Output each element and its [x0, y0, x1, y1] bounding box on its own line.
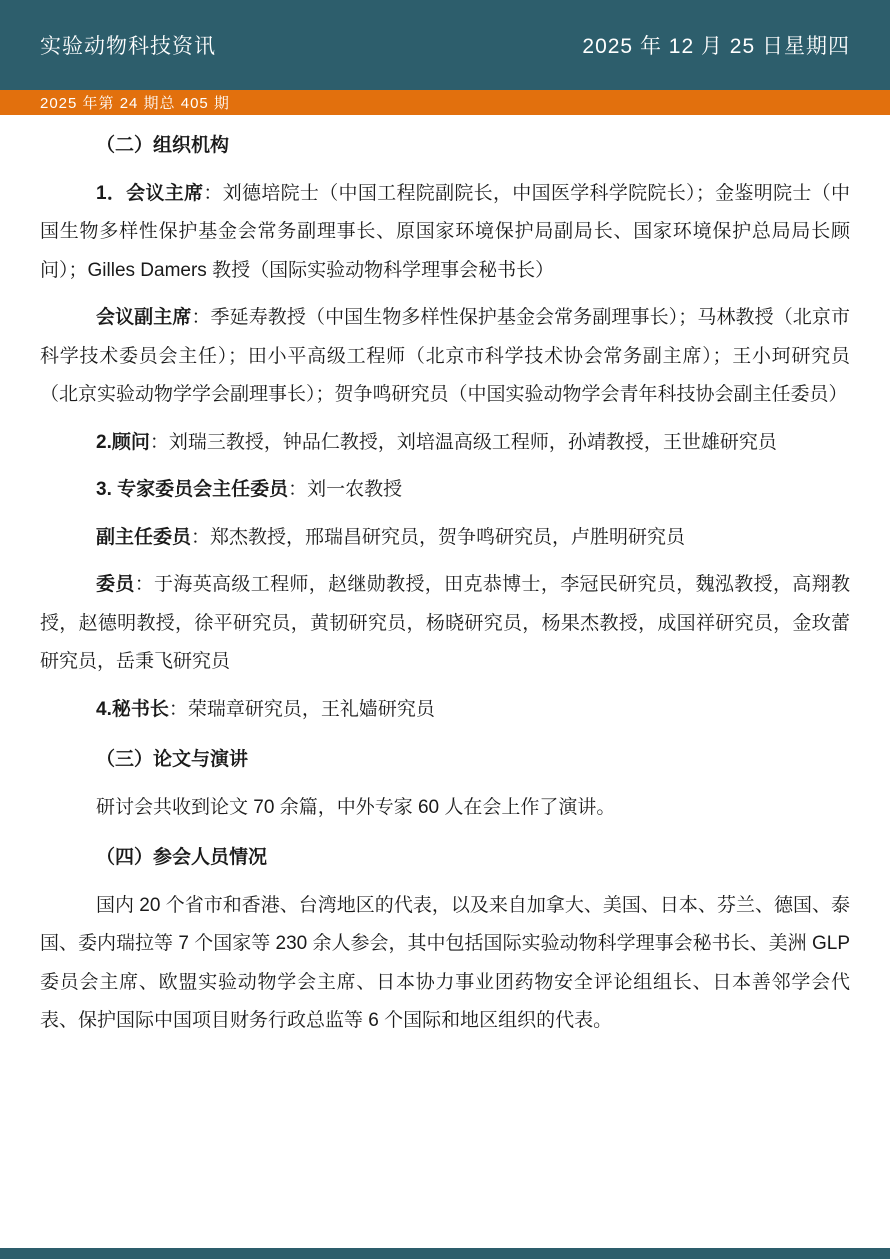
issue-bar: [0, 90, 890, 115]
paragraph-label: 委员: [96, 574, 135, 595]
paragraph-text: ：于海英高级工程师，赵继勋教授，田克恭博士，李冠民研究员，魏泓教授，高翔教授，赵德明教授，徐平研究员，黄韧研究员，杨晓研究员，杨果杰教授，成国祥研究员，金玫蕾研究员，岳秉飞研究员: [40, 574, 850, 672]
paragraph: [40, 887, 850, 1041]
paragraph: [40, 175, 850, 291]
paragraph-text: 研讨会共收到论文 70 余篇，中外专家 60 人在会上作了演讲。: [96, 796, 616, 818]
paragraph: [40, 299, 850, 415]
footer-bar: [0, 1248, 890, 1259]
paragraph-label: 会议副主席: [96, 307, 192, 328]
paragraph: [40, 424, 850, 463]
paragraph-text: （四）参会人员情况: [96, 847, 268, 868]
section-heading: [40, 839, 850, 878]
issue-number: 2025 年第 24 期总 405 期: [40, 95, 230, 112]
paragraph-label: 副主任委员: [96, 526, 192, 548]
masthead: [0, 0, 890, 90]
paragraph: [40, 789, 850, 828]
paragraph-label: 1．会议主席: [96, 182, 204, 204]
paragraph-label: 2.顾问: [96, 431, 150, 453]
document-body: [0, 127, 890, 1041]
paragraph: [40, 519, 850, 558]
paragraph-text: ：季延寿教授（中国生物多样性保护基金会常务副理事长）；马林教授（北京市科学技术委员会主任）；田小平高级工程师（北京市科学技术协会常务副主席）；王小珂研究员（北京实验动物学学会副理事长）；贺争鸣研究员（中国实验动物学会青年科技协会副主任委员）: [40, 307, 850, 405]
paragraph-text: ：刘德培院士（中国工程院副院长，中国医学科学院院长）；金鉴明院士（中国生物多样性保护基金会常务副理事长、原国家环境保护局副局长、国家环境保护总局局长顾问）；Gilles Damers 教授（国际实验动物科学理事会秘书长）: [40, 182, 850, 281]
paragraph-text: （二）组织机构: [96, 135, 230, 156]
section-heading: [40, 127, 850, 166]
masthead-date: 2025 年 12 月 25 日星期四: [582, 35, 850, 58]
paragraph-text: ：刘瑞三教授，钟品仁教授，刘培温高级工程师，孙靖教授，王世雄研究员: [149, 431, 777, 453]
paragraph-label: 3. 专家委员会主任委员: [96, 479, 289, 500]
paragraph-text: 国内 20 个省市和香港、台湾地区的代表，以及来自加拿大、美国、日本、芬兰、德国、泰国、委内瑞拉等 7 个国家等 230 余人参会，其中包括国际实验动物科学理事会秘书长、美洲 GLP 委员会主席、欧盟实验动物学会主席、日本协力事业团药物安全评论组组长、日本善邻学会代表、保护国际中国项目财务行政总监等 6 个国际和地区组织的代表。: [40, 894, 850, 1031]
section-heading: [40, 741, 850, 780]
paragraph-text: ：荣瑞章研究员，王礼嫱研究员: [168, 698, 435, 720]
paragraph-text: ：刘一农教授: [288, 479, 403, 500]
paragraph-text: ：郑杰教授，邢瑞昌研究员，贺争鸣研究员，卢胜明研究员: [191, 526, 686, 548]
paragraph: [40, 566, 850, 682]
paragraph: [40, 691, 850, 730]
paragraph-label: 4.秘书长: [96, 698, 169, 720]
newsletter-title: 实验动物科技资讯: [40, 35, 216, 58]
paragraph-text: （三）论文与演讲: [96, 749, 249, 770]
paragraph: [40, 471, 850, 510]
